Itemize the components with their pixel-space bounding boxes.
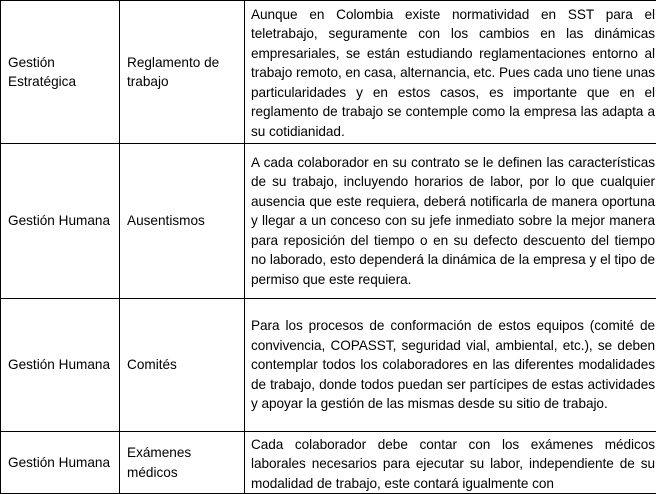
table-row — [1, 144, 656, 299]
description-text: A cada colaborador en su contrato se le definen las características de su trabajo, incluyendo horarios de labor, por lo que cualquier ausencia que este requiera, deberá notificarla de manera oportuna y llegar a un conceso con su jefe inmediato sobre la mejor manera para reposición del tiempo o en su defecto descuento del tiempo no laborado, esto dependerá la dinámica de la empresa y el tipo de permiso que este requiera. — [245, 153, 656, 289]
table-row — [1, 1, 656, 144]
description-cell — [245, 144, 656, 299]
area-label: Gestión Humana — [1, 211, 119, 230]
topic-label: Comités — [120, 355, 244, 374]
topic-cell — [120, 432, 245, 494]
topic-label: Exámenes médicos — [120, 443, 244, 482]
topic-cell — [120, 299, 245, 432]
table-row — [1, 299, 656, 432]
area-cell — [1, 432, 120, 494]
topic-cell — [120, 1, 245, 144]
description-cell — [245, 1, 656, 144]
description-cell — [245, 299, 656, 432]
area-cell — [1, 1, 120, 144]
topic-cell — [120, 144, 245, 299]
topic-label: Reglamento de trabajo — [120, 53, 244, 92]
description-cell — [245, 432, 656, 494]
area-label: Gestión Estratégica — [1, 53, 119, 92]
topic-label: Ausentismos — [120, 211, 244, 230]
description-text: Para los procesos de conformación de estos equipos (comité de convivencia, COPASST, seguridad vial, ambiental, etc.), se deben contemplar todos los colaboradores en las diferentes modalidades de trabajo, donde todos puedan ser partícipes de estas actividades y apoyar la gestión de las mismas desde su sitio de trabajo. — [245, 316, 656, 413]
area-cell — [1, 144, 120, 299]
area-label: Gestión Humana — [1, 355, 119, 374]
area-cell — [1, 299, 120, 432]
description-text: Cada colaborador debe contar con los exámenes médicos laborales necesarios para ejecutar su labor, independiente de su modalidad de trabajo, este contará igualmente con — [245, 432, 656, 493]
description-text: Aunque en Colombia existe normatividad en SST para el teletrabajo, seguramente con los cambios en las dinámicas empresariales, se están estudiando reglamentaciones entorno al trabajo remoto, en casa, alternancia, etc. Pues cada uno tiene unas particularidades y en estos casos, es importante que en el reglamento de trabajo se contemple como la empresa las adapta a su cotidianidad. — [245, 3, 656, 141]
area-label: Gestión Humana — [1, 453, 119, 472]
table-row — [1, 432, 656, 494]
